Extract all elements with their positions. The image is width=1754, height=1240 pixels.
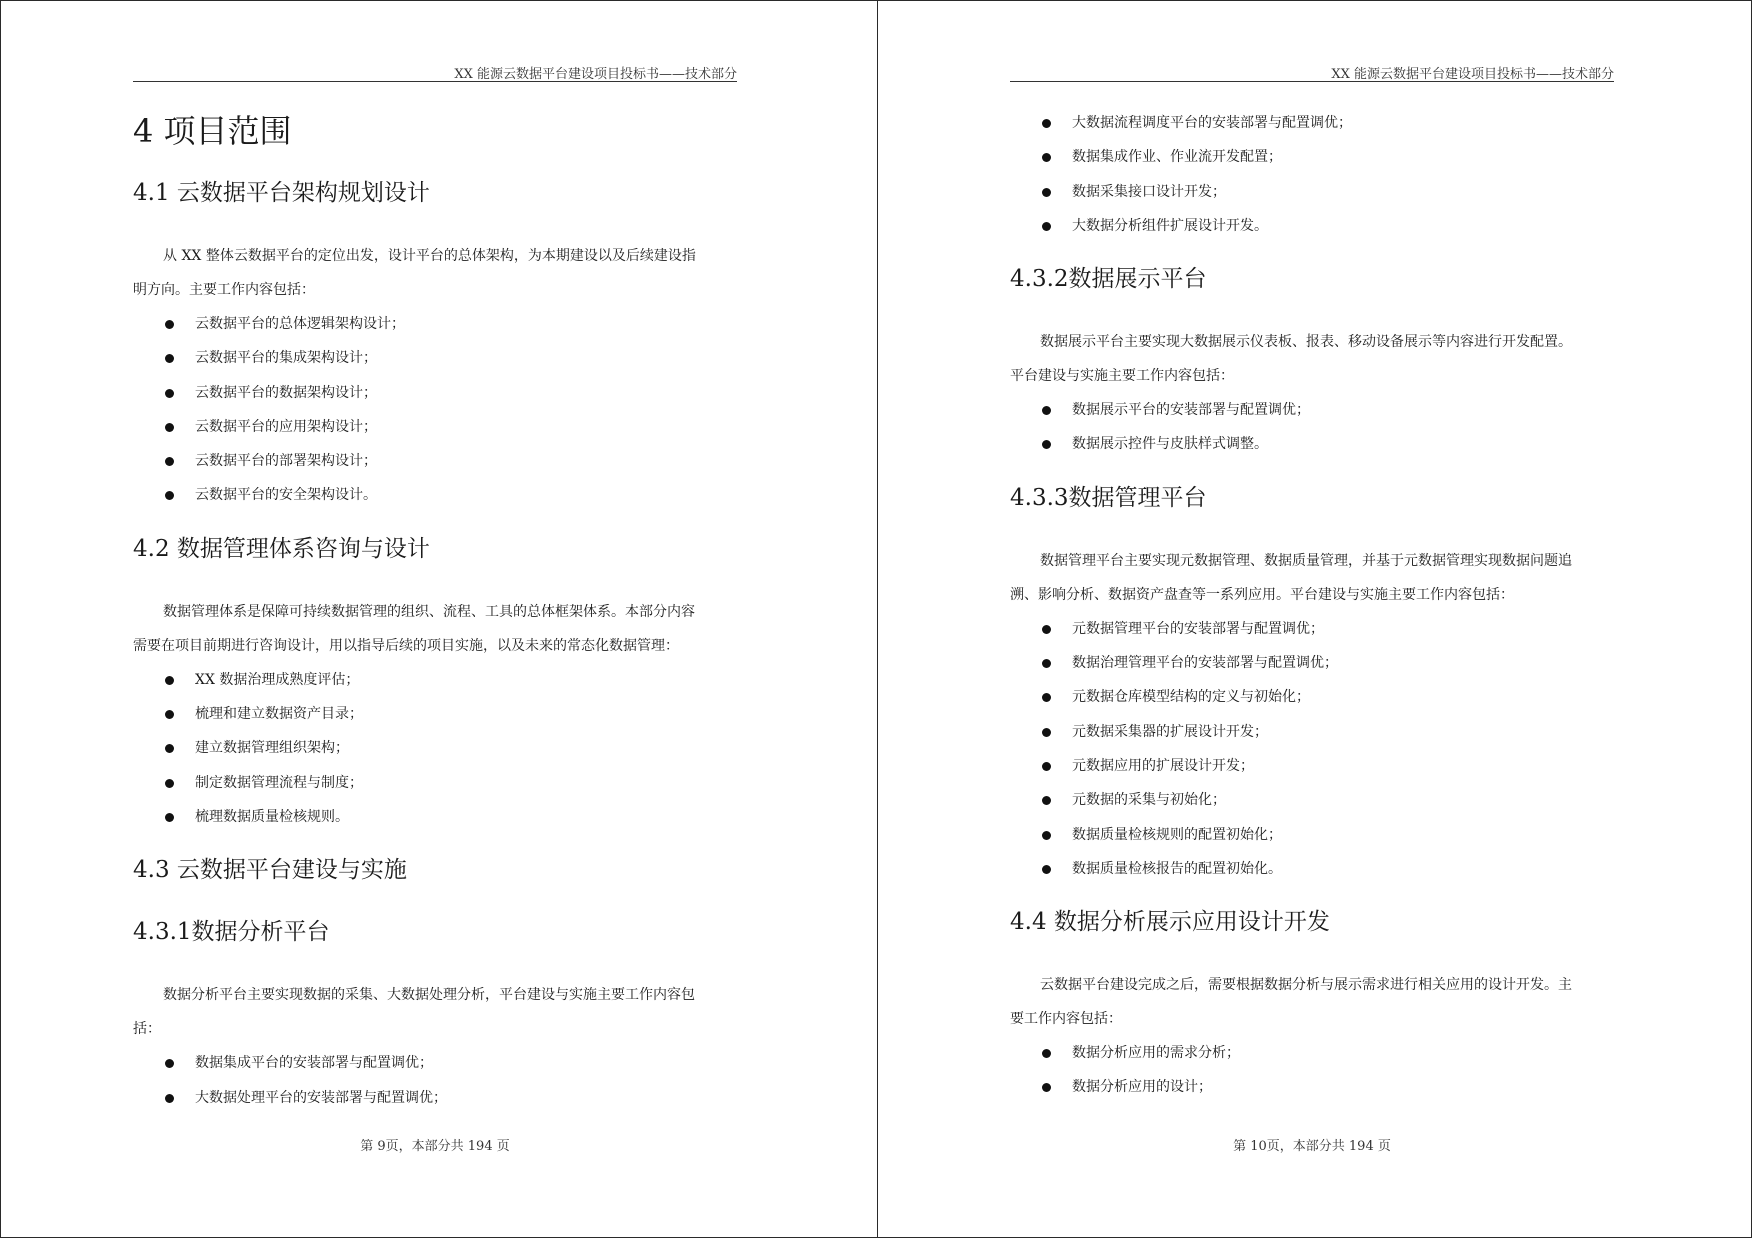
- bullet-icon: [165, 1094, 174, 1103]
- list-item: 大数据分析组件扩展设计开发。: [1010, 209, 1620, 243]
- bullet-icon: [1042, 831, 1051, 840]
- bullet-list: [1010, 612, 1620, 886]
- list-item: 云数据平台的总体逻辑架构设计；: [133, 307, 743, 341]
- page-footer: 第 10页，本部分共 194 页: [1233, 1139, 1391, 1154]
- bullet-icon: [1042, 762, 1051, 771]
- paragraph-line: 平台建设与实施主要工作内容包括：: [1010, 368, 1234, 385]
- bullet-icon: [1042, 119, 1051, 128]
- list-item: 大数据处理平台的安装部署与配置调优；: [133, 1081, 743, 1115]
- list-item: XX 数据治理成熟度评估；: [133, 663, 743, 697]
- bullet-list: [1010, 393, 1620, 462]
- bullet-icon: [1042, 406, 1051, 415]
- bullet-icon: [1042, 188, 1051, 197]
- list-item: 云数据平台的集成架构设计；: [133, 341, 743, 375]
- paragraph-line: 括：: [133, 1021, 161, 1038]
- list-item: 云数据平台的安全架构设计。: [133, 478, 743, 512]
- page-body: [1010, 106, 1620, 1105]
- paragraph-line: 溯、影响分析、数据资产盘查等一系列应用。平台建设与实施主要工作内容包括：: [1010, 586, 1514, 603]
- bullet-icon: [1042, 440, 1051, 449]
- section-title: 4.2 数据管理体系咨询与设计: [133, 535, 430, 562]
- subsection-title: 4.3.2数据展示平台: [1010, 266, 1207, 293]
- list-item: 元数据采集器的扩展设计开发；: [1010, 715, 1620, 749]
- list-item: 元数据的采集与初始化；: [1010, 783, 1620, 817]
- bullet-icon: [165, 491, 174, 500]
- list-item: 数据分析应用的设计；: [1010, 1070, 1620, 1104]
- list-item: 云数据平台的数据架构设计；: [133, 376, 743, 410]
- bullet-icon: [1042, 1049, 1051, 1058]
- paragraph-line: 云数据平台建设完成之后，需要根据数据分析与展示需求进行相关应用的设计开发。主: [1040, 977, 1572, 994]
- list-item: 数据展示平台的安装部署与配置调优；: [1010, 393, 1620, 427]
- header-rule: [1010, 81, 1614, 82]
- page-header: XX 能源云数据平台建设项目投标书——技术部分: [1331, 67, 1614, 82]
- list-item: 元数据仓库模型结构的定义与初始化；: [1010, 680, 1620, 714]
- bullet-icon: [1042, 693, 1051, 702]
- list-item: 数据采集接口设计开发；: [1010, 175, 1620, 209]
- page-body: [133, 101, 743, 1115]
- bullet-icon: [1042, 659, 1051, 668]
- bullet-icon: [1042, 625, 1051, 634]
- bullet-list: [1010, 1036, 1620, 1105]
- list-item: 云数据平台的应用架构设计；: [133, 410, 743, 444]
- bullet-icon: [165, 779, 174, 788]
- paragraph-line: 需要在项目前期进行咨询设计，用以指导后续的项目实施，以及未来的常态化数据管理：: [133, 637, 679, 654]
- paragraph-line: 明方向。主要工作内容包括：: [133, 282, 315, 298]
- bullet-list: [1010, 106, 1620, 243]
- paragraph-line: 数据管理平台主要实现元数据管理、数据质量管理，并基于元数据管理实现数据问题追: [1040, 552, 1572, 569]
- list-item: 数据治理管理平台的安装部署与配置调优；: [1010, 646, 1620, 680]
- list-item: 数据质量检核规则的配置初始化；: [1010, 818, 1620, 852]
- bullet-icon: [165, 676, 174, 685]
- subsection-title: 4.3.3数据管理平台: [1010, 484, 1207, 511]
- bullet-icon: [1042, 222, 1051, 231]
- section-title: 4.3 云数据平台建设与实施: [133, 857, 407, 884]
- list-item: 大数据流程调度平台的安装部署与配置调优；: [1010, 106, 1620, 140]
- bullet-icon: [165, 710, 174, 719]
- bullet-icon: [1042, 728, 1051, 737]
- bullet-icon: [1042, 1083, 1051, 1092]
- bullet-icon: [165, 354, 174, 363]
- list-item: 数据质量检核报告的配置初始化。: [1010, 852, 1620, 886]
- section-title: 4.1 云数据平台架构规划设计: [133, 180, 430, 206]
- chapter-title: 4 项目范围: [133, 112, 292, 150]
- list-item: 数据集成作业、作业流开发配置；: [1010, 140, 1620, 174]
- paragraph-line: 要工作内容包括：: [1010, 1011, 1122, 1028]
- bullet-icon: [165, 744, 174, 753]
- bullet-icon: [1042, 796, 1051, 805]
- bullet-list: [133, 1046, 743, 1115]
- page-right: [878, 1, 1754, 1237]
- bullet-list: [133, 307, 743, 513]
- list-item: 建立数据管理组织架构；: [133, 731, 743, 765]
- list-item: 云数据平台的部署架构设计；: [133, 444, 743, 478]
- paragraph-line: 数据分析平台主要实现数据的采集、大数据处理分析，平台建设与实施主要工作内容包: [163, 987, 695, 1004]
- bullet-icon: [165, 389, 174, 398]
- list-item: 制定数据管理流程与制度；: [133, 766, 743, 800]
- paragraph-line: 数据展示平台主要实现大数据展示仪表板、报表、移动设备展示等内容进行开发配置。: [1040, 334, 1572, 351]
- bullet-list: [133, 663, 743, 834]
- subsection-title: 4.3.1数据分析平台: [133, 919, 330, 946]
- bullet-icon: [165, 457, 174, 466]
- list-item: 数据展示控件与皮肤样式调整。: [1010, 427, 1620, 461]
- header-rule: [133, 81, 737, 82]
- bullet-icon: [165, 813, 174, 822]
- bullet-icon: [165, 320, 174, 329]
- list-item: 元数据应用的扩展设计开发；: [1010, 749, 1620, 783]
- bullet-icon: [165, 1059, 174, 1068]
- list-item: 数据集成平台的安装部署与配置调优；: [133, 1046, 743, 1080]
- page-header: XX 能源云数据平台建设项目投标书——技术部分: [454, 67, 737, 82]
- list-item: 梳理数据质量检核规则。: [133, 800, 743, 834]
- page-footer: 第 9页，本部分共 194 页: [360, 1139, 510, 1154]
- list-item: 元数据管理平台的安装部署与配置调优；: [1010, 612, 1620, 646]
- list-item: 梳理和建立数据资产目录；: [133, 697, 743, 731]
- bullet-icon: [1042, 153, 1051, 162]
- paragraph-line: 从 XX 整体云数据平台的定位出发，设计平台的总体架构，为本期建设以及后续建设指: [163, 248, 696, 264]
- list-item: 数据分析应用的需求分析；: [1010, 1036, 1620, 1070]
- bullet-icon: [1042, 865, 1051, 874]
- bullet-icon: [165, 423, 174, 432]
- paragraph-line: 数据管理体系是保障可持续数据管理的组织、流程、工具的总体框架体系。本部分内容: [163, 603, 695, 620]
- section-title: 4.4 数据分析展示应用设计开发: [1010, 909, 1330, 936]
- page-left: [1, 1, 877, 1237]
